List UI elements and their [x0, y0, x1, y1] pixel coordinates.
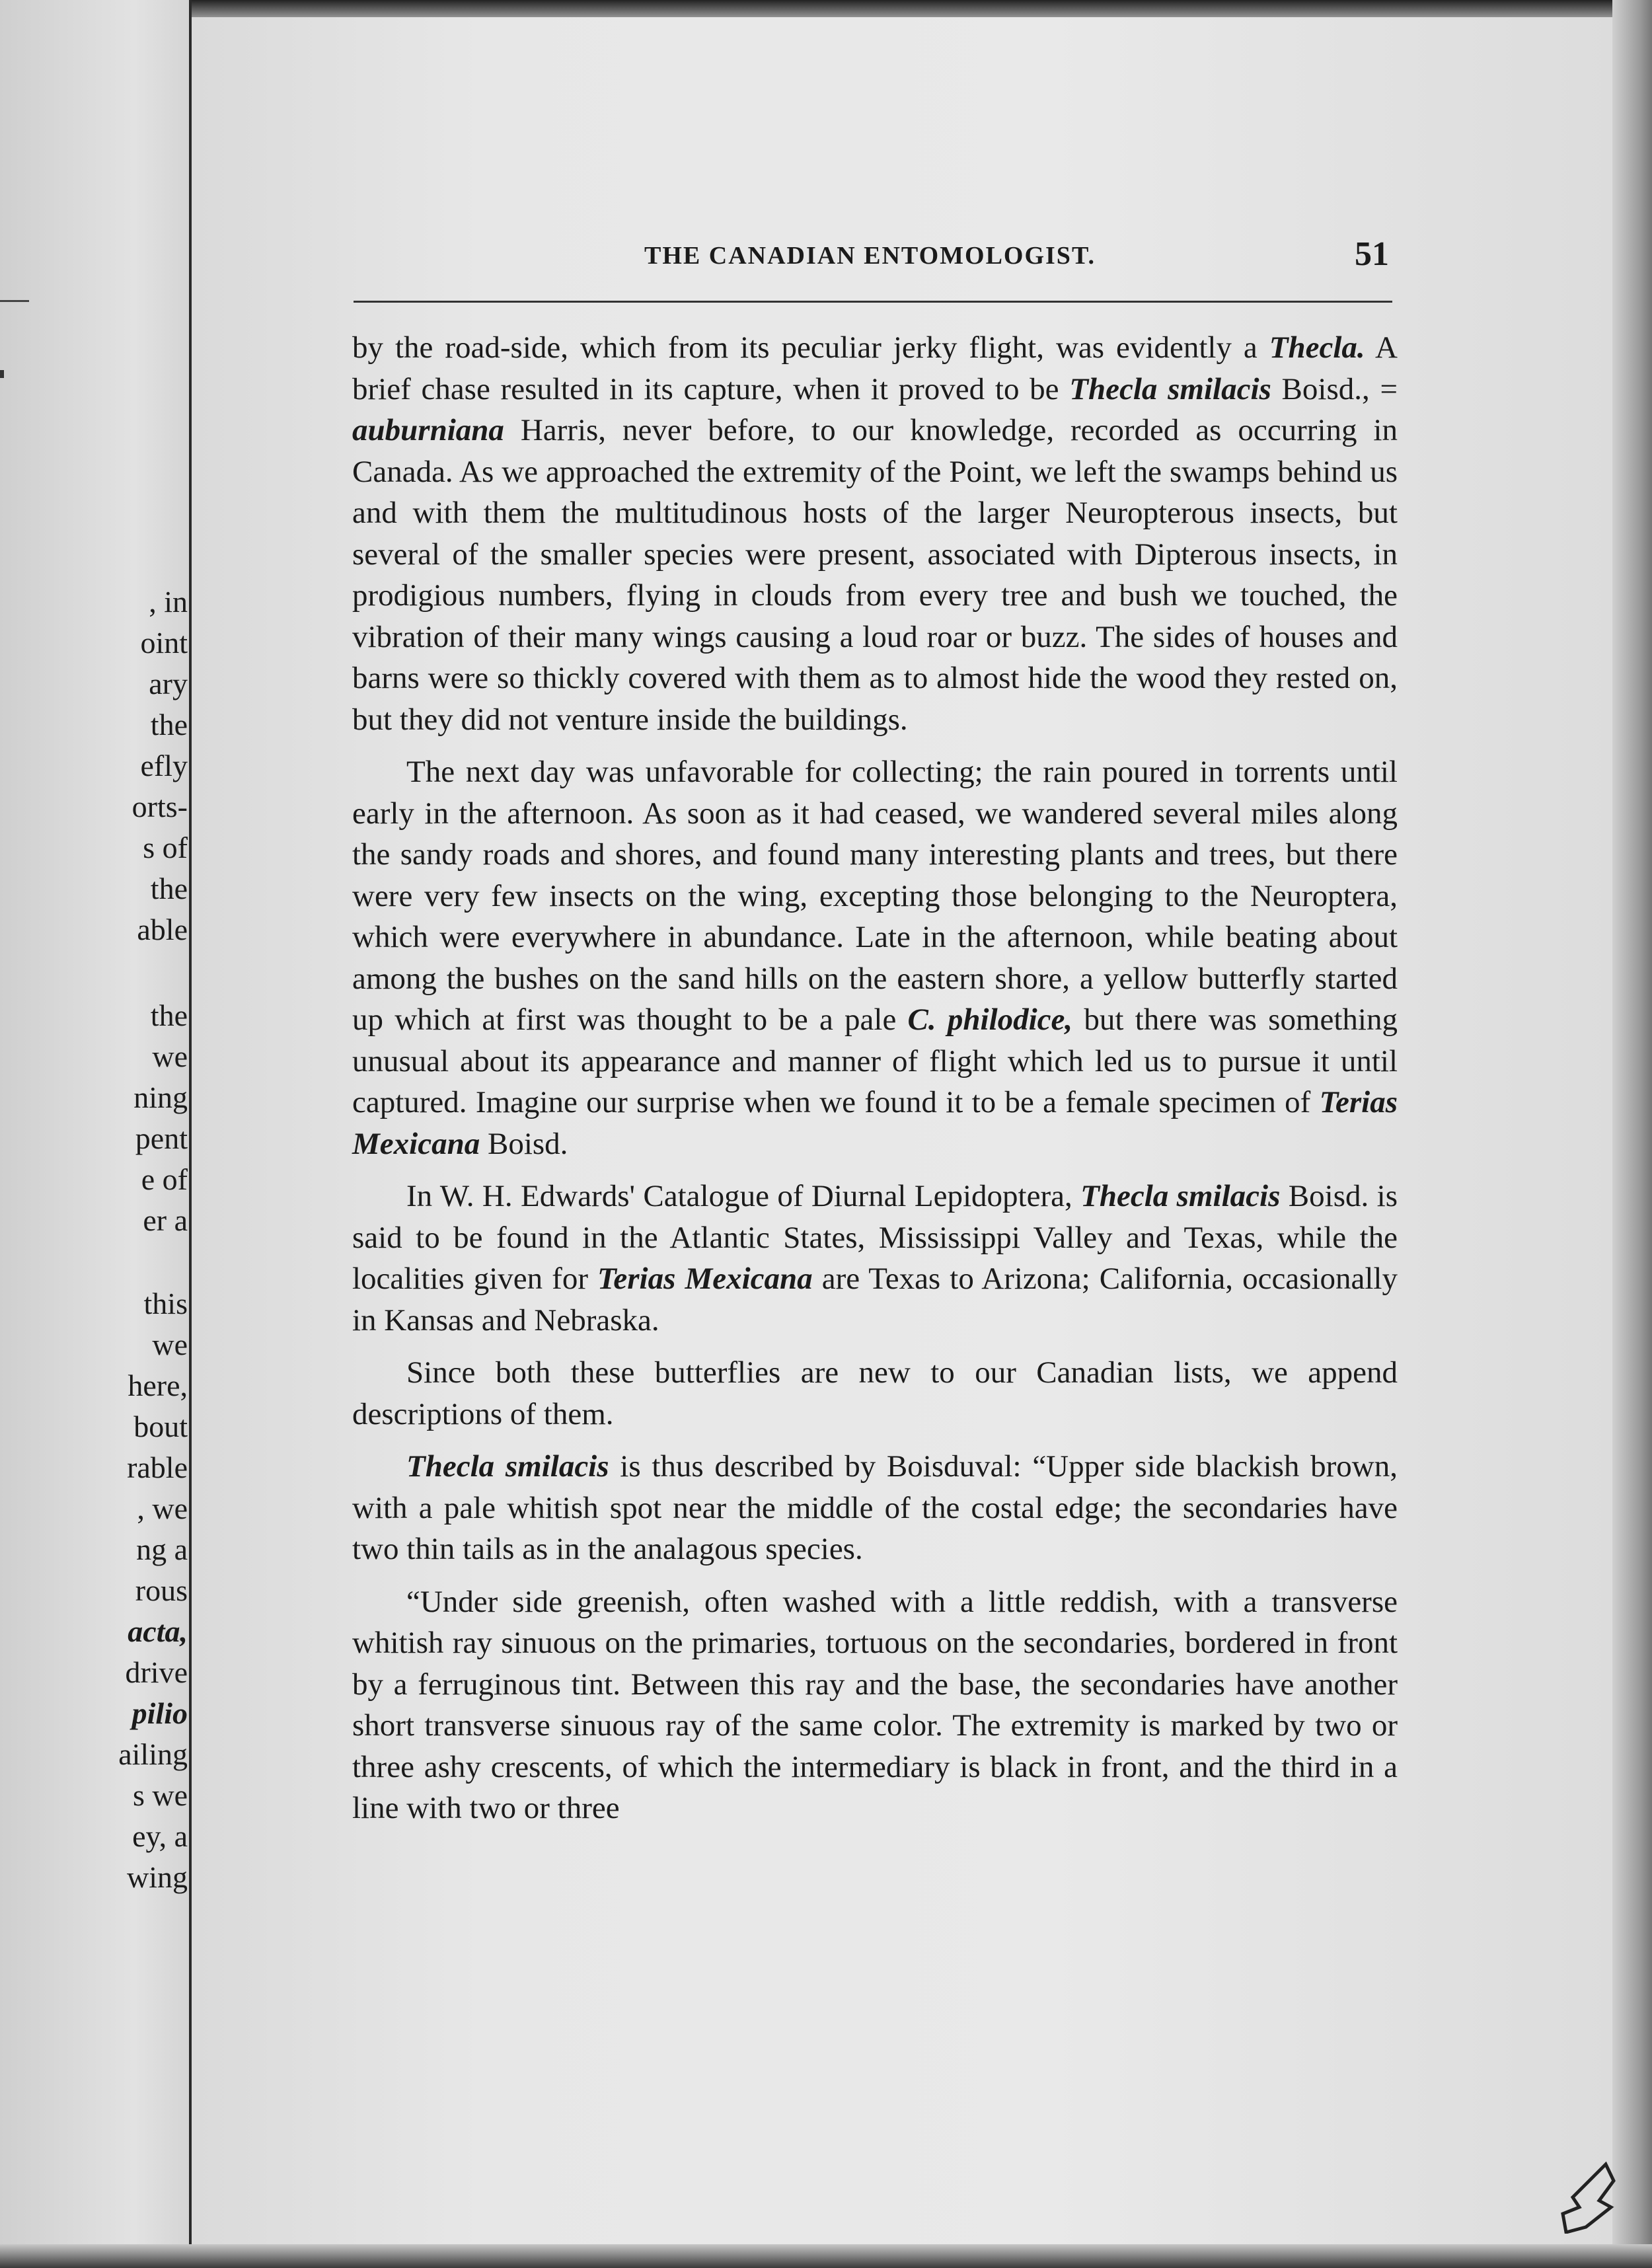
facing-line-fragment: efly — [140, 749, 188, 782]
facing-page-strip — [0, 0, 192, 2268]
facing-line-fragment: drive — [125, 1655, 188, 1689]
text-run: Harris, never before, to our knowledge, recorded as occurring in Canada. As we approached the extremity of the Point, we left the swamps behind us and with them the multitudinous hosts of the larger Neuropterous insects, but several of the smaller species were present, associated with Dipterous insects, in prodigious numbers, flying in clouds from every tree and bush we touched, the vibration of their many wings causing a loud roar or buzz. The sides of houses and barns were so thickly covered with them as to almost hide the wood they rested on, but they did not venture inside the buildings. — [352, 413, 1398, 737]
text-run: is thus described by Boisduval: “Upper side blackish brown, with a pale whitish spot near the middle of the costal edge; the secondaries have two thin tails as in the analagous species. — [352, 1449, 1398, 1566]
text-run: Boisd. is said to be found in the Atlantic States, Mississippi Valley and Texas, while the localities given for — [352, 1179, 1398, 1296]
scan-bottom-edge — [0, 2244, 1652, 2268]
torn-corner-mark — [1559, 2161, 1619, 2234]
text-run: A brief chase resulted in its capture, when it proved to be — [352, 330, 1398, 406]
species-name: Terias Mexicana — [597, 1262, 813, 1296]
facing-line-fragment: pilio — [131, 1696, 188, 1730]
text-run: by the road-side, which from its peculiar jerky flight, was evidently a — [352, 330, 1269, 365]
text-run: Boisd., = — [1271, 371, 1398, 406]
text-run: The next day was unfavorable for collecting; the rain poured in torrents until early in the afternoon. As soon as it had ceased, we wandered several miles along the sandy roads and shores, and found many interesting plants and trees, but there were very few insects on the wing, excepting those belonging to the Neuroptera, which were everywhere in abundance. Late in the afternoon, while beating about among the bushes on the sand hills on the eastern shore, a yellow butterfly started up which at first was thought to be a pale — [352, 755, 1398, 1037]
facing-line-fragment: s we — [132, 1778, 188, 1812]
facing-line-fragment: , in — [149, 585, 188, 619]
species-name: C. philodice, — [907, 1002, 1073, 1037]
header-rule — [354, 301, 1392, 303]
facing-line-fragment: , we — [137, 1492, 188, 1525]
paragraph-2 — [352, 751, 1398, 1164]
text-run: but there was something unusual about its appearance and manner of flight which led us to pursue it until captured. Imagine our surprise when we found it to be a female specimen of — [352, 1002, 1398, 1119]
facing-line-fragment: er a — [143, 1203, 188, 1237]
facing-line-fragment: s of — [143, 831, 188, 864]
species-name: Terias Mexicana — [352, 1085, 1398, 1161]
species-name: Thecla smilacis — [1069, 371, 1271, 406]
facing-line-fragment: wing — [127, 1860, 188, 1894]
facing-line-fragment: the — [150, 872, 188, 905]
facing-line-fragment: ey, a — [132, 1819, 188, 1853]
facing-line-fragment: acta, — [128, 1614, 188, 1648]
facing-page-rule — [0, 300, 29, 302]
facing-line-fragment: ailing — [118, 1737, 188, 1771]
facing-line-fragment: able — [137, 913, 188, 946]
facing-line-fragment: the — [150, 999, 188, 1032]
text-run: are Texas to Arizona; California, occasionally in Kansas and Nebraska. — [352, 1262, 1398, 1338]
facing-line-fragment: bout — [133, 1410, 188, 1443]
facing-line-fragment: orts- — [131, 790, 188, 823]
scan-top-edge — [0, 0, 1652, 19]
facing-line-fragment: this — [143, 1287, 188, 1320]
paragraph-3 — [352, 1176, 1398, 1341]
species-name: Thecla smilacis — [1080, 1179, 1281, 1213]
species-name: Thecla. — [1269, 330, 1365, 365]
paragraph-1 — [352, 327, 1398, 740]
text-run: “Under side greenish, often washed with a little reddish, with a transverse whitish ray sinuous on the primaries, tortuous on the secondaries, bordered in front by a ferruginous tint. Between this ray and the base, the secondaries have another short transverse sinuous ray of the same color. The extremity is marked by two or three ashy crescents, of which the intermediary is black in front, and the third in a line with two or three — [352, 1584, 1398, 1825]
facing-line-fragment: pent — [135, 1121, 188, 1155]
facing-line-fragment: oint — [140, 626, 188, 660]
facing-line-fragment: ary — [149, 667, 188, 700]
facing-line-fragment: ning — [133, 1080, 188, 1114]
species-name: auburniana — [352, 413, 504, 447]
facing-line-fragment: we — [152, 1040, 188, 1073]
paragraph-4 — [352, 1352, 1398, 1435]
text-run: In W. H. Edwards' Catalogue of Diurnal Lepidoptera, — [406, 1179, 1081, 1213]
running-title: THE CANADIAN ENTOMOLOGIST. — [644, 242, 1096, 270]
facing-line-fragment: e of — [141, 1162, 188, 1196]
text-run: Boisd. — [480, 1126, 568, 1161]
facing-line-fragment: the — [150, 708, 188, 741]
species-name: Thecla smilacis — [406, 1449, 609, 1484]
facing-line-fragment: ng a — [136, 1532, 188, 1566]
text-run: Since both these butterflies are new to our Canadian lists, we append descriptions of them. — [352, 1355, 1398, 1431]
page-edge-shadow — [1612, 0, 1652, 2268]
facing-line-fragment: rous — [135, 1573, 188, 1607]
facing-line-fragment: here, — [128, 1369, 188, 1402]
paragraph-6 — [352, 1581, 1398, 1829]
body-text — [352, 327, 1398, 1840]
facing-line-fragment: we — [152, 1328, 188, 1361]
paragraph-5 — [352, 1446, 1398, 1570]
facing-line-fragment: rable — [127, 1451, 188, 1484]
page-number: 51 — [1355, 235, 1389, 273]
facing-page-mark — [0, 370, 4, 378]
